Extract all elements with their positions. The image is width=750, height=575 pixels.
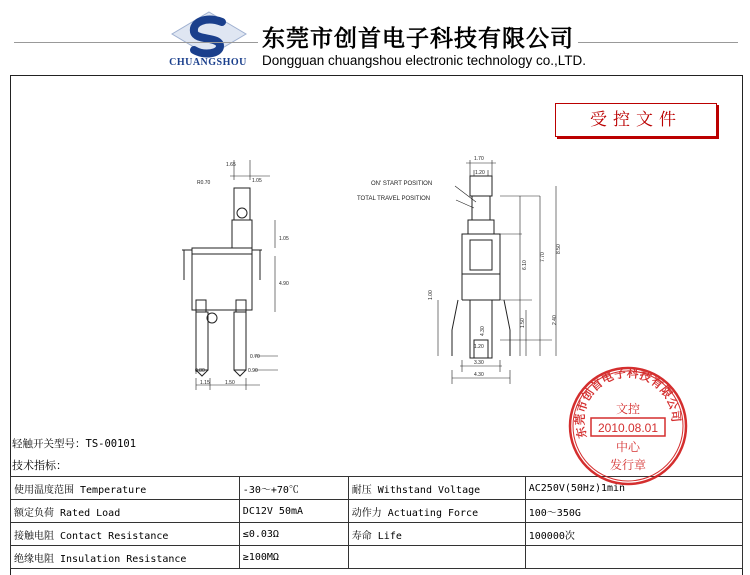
dim-label: 1.20	[474, 344, 484, 350]
spec-cell: -30～+70℃	[239, 477, 348, 500]
right-view	[438, 160, 556, 384]
dim-label: 1.05	[279, 236, 289, 242]
dim-label: 1.00	[428, 290, 434, 300]
spec-cell: 动作力 Actuating Force	[348, 500, 525, 523]
spec-cell: AC250V(50Hz)1min	[525, 477, 742, 500]
stamp-date: 2010.08.01	[597, 421, 659, 435]
company-name-cn: 东莞市创首电子科技有限公司	[258, 20, 578, 53]
company-name-en: Dongguan chuangshou electronic technology co.,LTD.	[262, 53, 586, 68]
stamp-line2: 中心	[615, 440, 641, 454]
spec-cell: 100000次	[525, 523, 742, 546]
stamp-ring-text: 东莞市创首电子科技有限公司	[572, 365, 684, 440]
spec-cell: 使用温度范围 Temperature	[11, 477, 240, 500]
total-travel-position-label: TOTAL TRAVEL POSITION	[357, 196, 431, 202]
on-start-position-label: ON' START POSITION	[371, 181, 433, 187]
spec-cell: DC12V 50mA	[239, 500, 348, 523]
dim-label: 1.65	[226, 162, 236, 168]
dim-label: 1.05	[252, 178, 262, 184]
dim-label: 1.70	[474, 156, 484, 162]
dim-label: 6.10	[522, 260, 528, 270]
spec-cell: 寿命 Life	[348, 523, 525, 546]
dim-label: 7.70	[540, 252, 546, 262]
dim-label: 0.90	[248, 368, 258, 374]
stamp-line1: 文控	[615, 402, 641, 416]
spec-cell: ≤0.03Ω	[239, 523, 348, 546]
spec-cell	[525, 546, 742, 569]
table-row	[11, 500, 743, 523]
left-view	[182, 160, 278, 390]
stamp-line3: 发行章	[609, 458, 647, 472]
document-control-stamp-icon	[567, 365, 689, 487]
spec-cell: 100～350G	[525, 500, 742, 523]
spec-cell: 额定负荷 Rated Load	[11, 500, 240, 523]
dim-label: 1.50	[520, 318, 526, 328]
dim-label: 2.40	[552, 315, 558, 325]
spec-cell: 接触电阻 Contact Resistance	[11, 523, 240, 546]
model-number: 轻触开关型号：TS-00101	[12, 438, 137, 450]
table-row	[11, 546, 743, 569]
spec-table	[10, 476, 743, 569]
spec-cell: ≥100MΩ	[239, 546, 348, 569]
spec-cell	[348, 546, 525, 569]
dim-label: 1.50	[225, 380, 235, 386]
dim-label: R0.70	[197, 180, 211, 186]
spec-cell: 绝缘电阻 Insulation Resistance	[11, 546, 240, 569]
dim-label: 1.20	[475, 170, 485, 176]
dim-label: 1.15	[200, 380, 210, 386]
dim-label: 0.80	[195, 368, 205, 374]
dim-label: 4.90	[279, 281, 289, 287]
logo-text: CHUANGSHOU	[169, 57, 247, 68]
dim-label: 8.50	[556, 244, 562, 254]
table-row	[11, 523, 743, 546]
spec-title: 技术指标：	[12, 459, 67, 472]
spec-cell: 耐压 Withstand Voltage	[348, 477, 525, 500]
dim-label: 0.70	[250, 354, 260, 360]
dim-label: 4.30	[480, 326, 486, 336]
controlled-document-label: 受控文件	[590, 110, 682, 130]
dim-label: 4.30	[474, 372, 484, 378]
dim-label: 3.30	[474, 360, 484, 366]
